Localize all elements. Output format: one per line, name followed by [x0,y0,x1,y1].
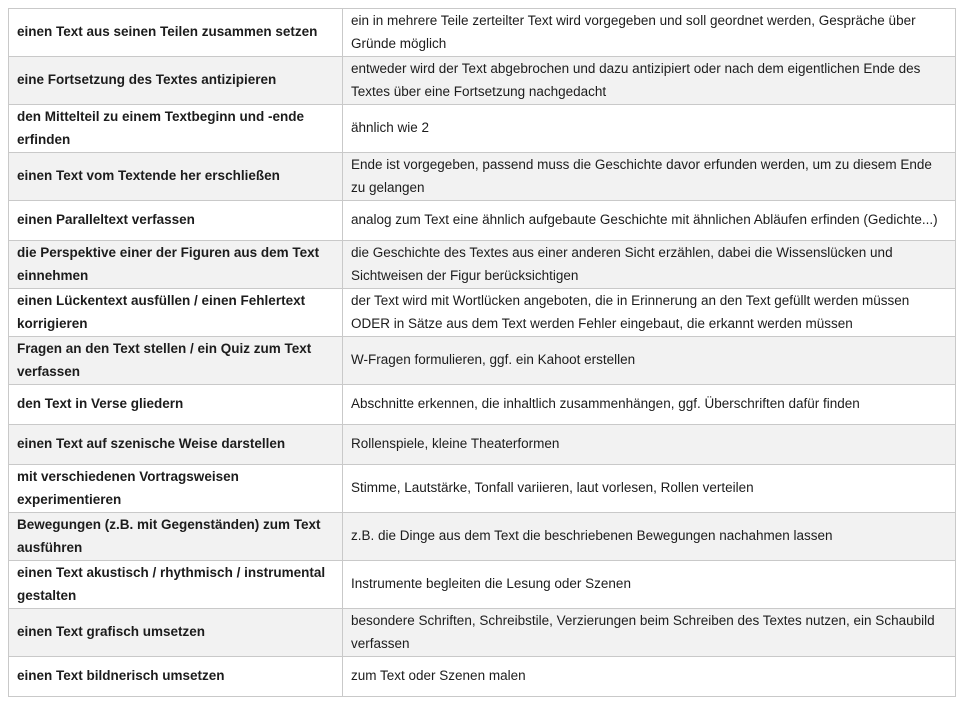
description-cell: Rollenspiele, kleine Theaterformen [343,425,956,465]
description-cell: W-Fragen formulieren, ggf. ein Kahoot erstellen [343,337,956,385]
method-cell: einen Text bildnerisch umsetzen [9,657,343,697]
table-row [9,105,956,153]
method-cell: die Perspektive einer der Figuren aus dem Text einnehmen [9,241,343,289]
description-cell: z.B. die Dinge aus dem Text die beschriebenen Bewegungen nachahmen lassen [343,513,956,561]
description-cell: zum Text oder Szenen malen [343,657,956,697]
description-cell: der Text wird mit Wortlücken angeboten, die in Erinnerung an den Text gefüllt werden müssen ODER in Sätze aus dem Text werden Fehler eingebaut, die erkannt werden müssen [343,289,956,337]
description-cell: Ende ist vorgegeben, passend muss die Geschichte davor erfunden werden, um zu diesem Ende zu gelangen [343,153,956,201]
table-row [9,385,956,425]
table-row [9,289,956,337]
method-cell: einen Lückentext ausfüllen / einen Fehlertext korrigieren [9,289,343,337]
table-row [9,609,956,657]
table-row [9,657,956,697]
table-body [9,9,956,697]
method-cell: einen Text akustisch / rhythmisch / instrumental gestalten [9,561,343,609]
method-cell: einen Text grafisch umsetzen [9,609,343,657]
table-row [9,465,956,513]
description-cell: besondere Schriften, Schreibstile, Verzierungen beim Schreiben des Textes nutzen, ein Schaubild verfassen [343,609,956,657]
description-cell: Instrumente begleiten die Lesung oder Szenen [343,561,956,609]
table-row [9,9,956,57]
table-row [9,57,956,105]
description-cell: Abschnitte erkennen, die inhaltlich zusammenhängen, ggf. Überschriften dafür finden [343,385,956,425]
method-cell: mit verschiedenen Vortragsweisen experimentieren [9,465,343,513]
method-cell: eine Fortsetzung des Textes antizipieren [9,57,343,105]
table-row [9,425,956,465]
method-cell: den Text in Verse gliedern [9,385,343,425]
method-cell: einen Text vom Textende her erschließen [9,153,343,201]
table-row [9,337,956,385]
table-row [9,153,956,201]
method-cell: Bewegungen (z.B. mit Gegenständen) zum Text ausführen [9,513,343,561]
method-cell: einen Text auf szenische Weise darstellen [9,425,343,465]
method-cell: den Mittelteil zu einem Textbeginn und -ende erfinden [9,105,343,153]
table-row [9,241,956,289]
method-cell: Fragen an den Text stellen / ein Quiz zum Text verfassen [9,337,343,385]
table-row [9,513,956,561]
table-row [9,561,956,609]
description-cell: ähnlich wie 2 [343,105,956,153]
description-cell: entweder wird der Text abgebrochen und dazu antizipiert oder nach dem eigentlichen Ende des Textes über eine Fortsetzung nachgedacht [343,57,956,105]
method-cell: einen Text aus seinen Teilen zusammen setzen [9,9,343,57]
description-cell: analog zum Text eine ähnlich aufgebaute Geschichte mit ähnlichen Abläufen erfinden (Gedichte...) [343,201,956,241]
methods-table [8,8,956,697]
method-cell: einen Paralleltext verfassen [9,201,343,241]
description-cell: Stimme, Lautstärke, Tonfall variieren, laut vorlesen, Rollen verteilen [343,465,956,513]
table-row [9,201,956,241]
description-cell: die Geschichte des Textes aus einer anderen Sicht erzählen, dabei die Wissenslücken und Sichtweisen der Figur berücksichtigen [343,241,956,289]
description-cell: ein in mehrere Teile zerteilter Text wird vorgegeben und soll geordnet werden, Gespräche über Gründe möglich [343,9,956,57]
